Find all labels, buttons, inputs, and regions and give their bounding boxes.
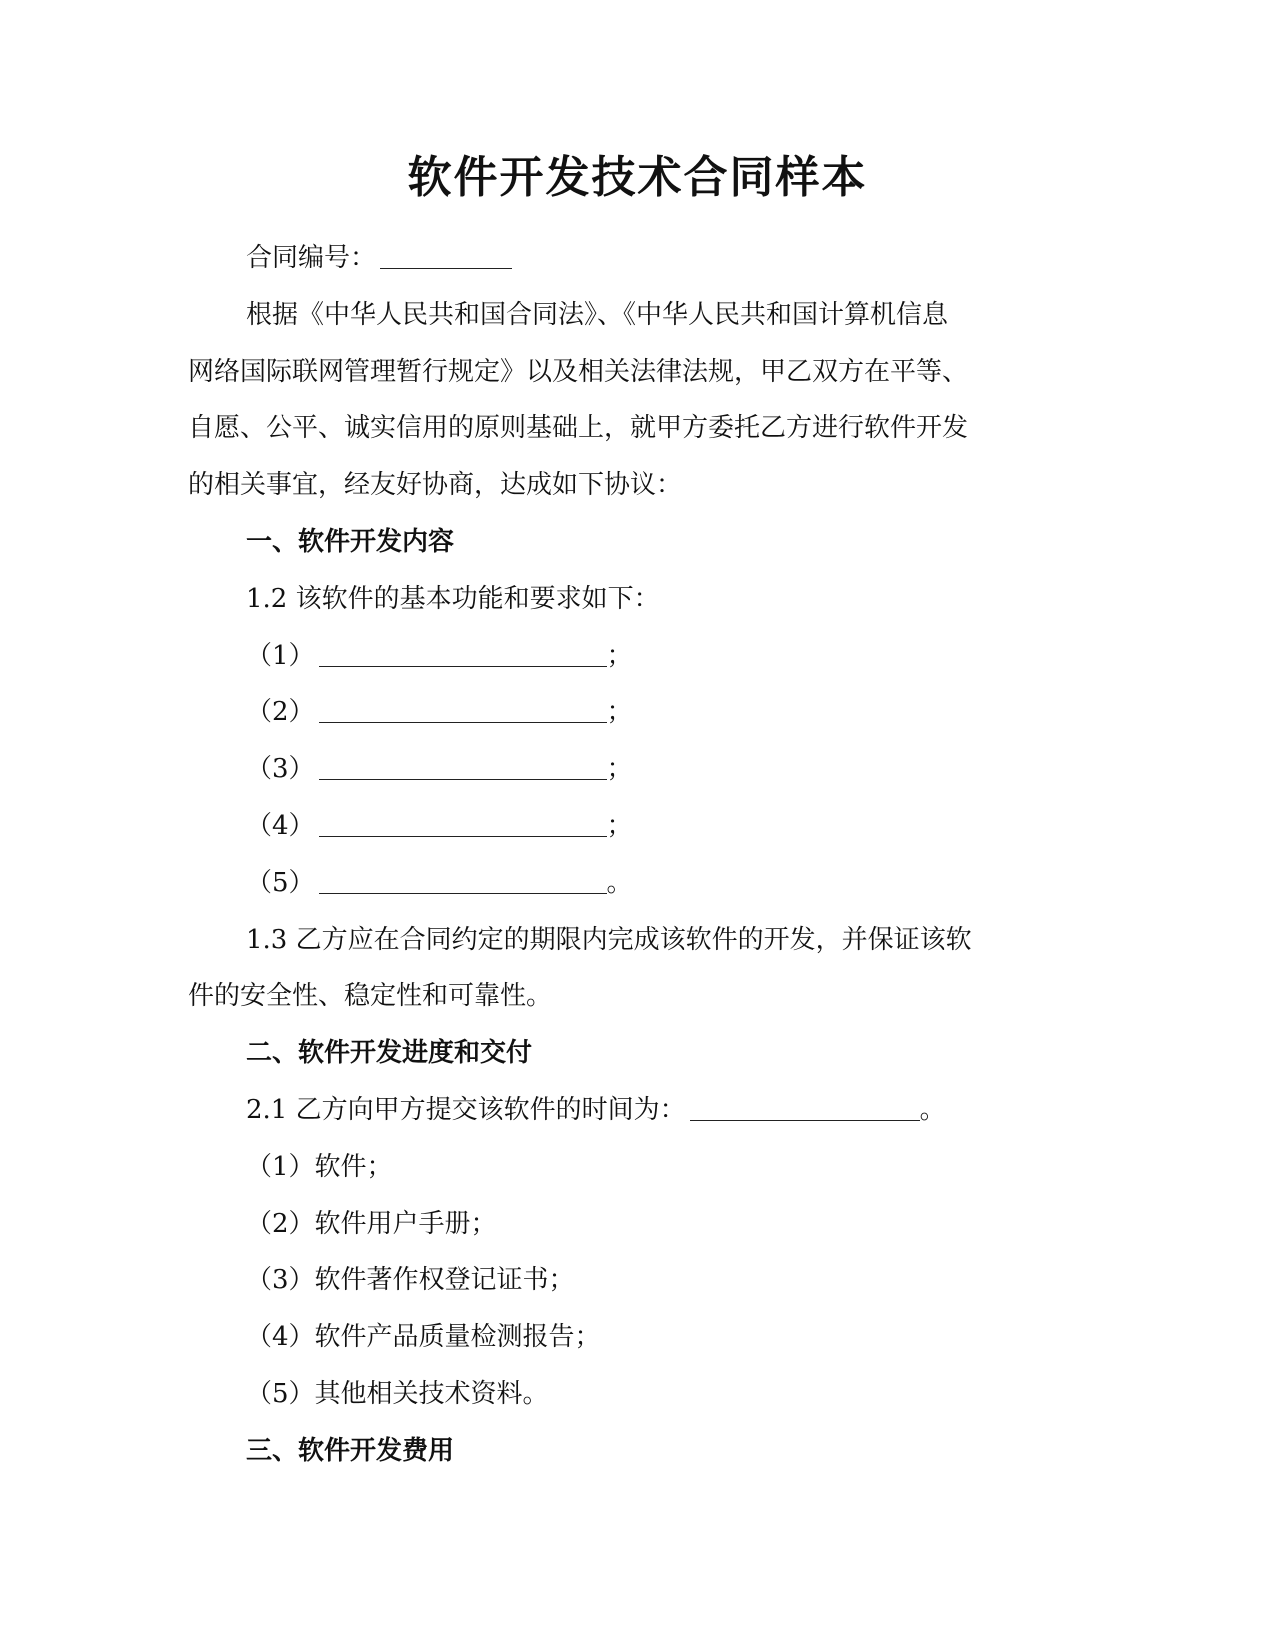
- requirement-item-end: ；: [606, 810, 633, 841]
- deliverable-item: （5）其他相关技术资料。: [246, 1378, 549, 1409]
- clause-2-1-end: 。: [919, 1094, 946, 1125]
- requirement-item-end: ；: [606, 640, 633, 671]
- contract-number-label: 合同编号：: [246, 243, 377, 273]
- requirement-item-label: （1）: [246, 640, 315, 671]
- requirement-item-label: （3）: [246, 754, 315, 785]
- intro-line-3: 自愿、公平、诚实信用的原则基础上，就甲方委托乙方进行软件开发: [188, 413, 969, 444]
- contract-number-line: [188, 230, 1068, 287]
- document-title: 软件开发技术合同样本: [407, 152, 868, 203]
- intro-line-2: 网络国际联网管理暂行规定》以及相关法律法规，甲乙双方在平等、: [188, 356, 969, 387]
- section-2-heading: 二、软件开发进度和交付: [246, 1038, 533, 1069]
- section-1-heading: 一、软件开发内容: [246, 526, 455, 557]
- requirement-item-blank: [319, 700, 607, 723]
- requirement-item: [188, 628, 1068, 685]
- requirement-item-end: 。: [606, 867, 633, 898]
- deliverable-item: （2）软件用户手册；: [246, 1208, 497, 1239]
- clause-2-1-label: 2.1 乙方向甲方提交该软件的时间为：: [246, 1094, 686, 1125]
- requirement-item-blank: [319, 871, 607, 894]
- requirement-item-blank: [319, 644, 607, 667]
- requirement-item: [188, 855, 1068, 912]
- deliverable-item: （1）软件；: [246, 1151, 393, 1182]
- requirement-item-label: （2）: [246, 697, 315, 728]
- requirement-item-label: （5）: [246, 867, 315, 898]
- document-body: [188, 230, 1068, 1480]
- requirement-item: [188, 741, 1068, 798]
- intro-line-4: 的相关事宜，经友好协商，达成如下协议：: [188, 470, 683, 501]
- requirement-item: [188, 684, 1068, 741]
- requirement-item-label: （4）: [246, 810, 315, 841]
- deliverable-item: （4）软件产品质量检测报告；: [246, 1322, 601, 1353]
- clause-1-3-line-2: 件的安全性、稳定性和可靠性。: [188, 981, 553, 1012]
- requirement-item: [188, 798, 1068, 855]
- contract-number-blank: [380, 246, 512, 269]
- requirement-item-end: ；: [606, 697, 633, 728]
- requirement-item-blank: [319, 814, 607, 837]
- delivery-time-blank: [690, 1098, 920, 1121]
- clause-1-3-line-1: 1.3 乙方应在合同约定的期限内完成该软件的开发，并保证该软: [246, 924, 972, 955]
- clause-2-1: [188, 1082, 1068, 1139]
- section-3-heading: 三、软件开发费用: [246, 1435, 455, 1466]
- requirement-item-end: ；: [606, 754, 633, 785]
- clause-1-2: 1.2 该软件的基本功能和要求如下：: [246, 583, 660, 614]
- intro-line-1: 根据《中华人民共和国合同法》、《中华人民共和国计算机信息: [246, 299, 949, 330]
- requirement-item-blank: [319, 757, 607, 780]
- deliverable-item: （3）软件著作权登记证书；: [246, 1265, 575, 1296]
